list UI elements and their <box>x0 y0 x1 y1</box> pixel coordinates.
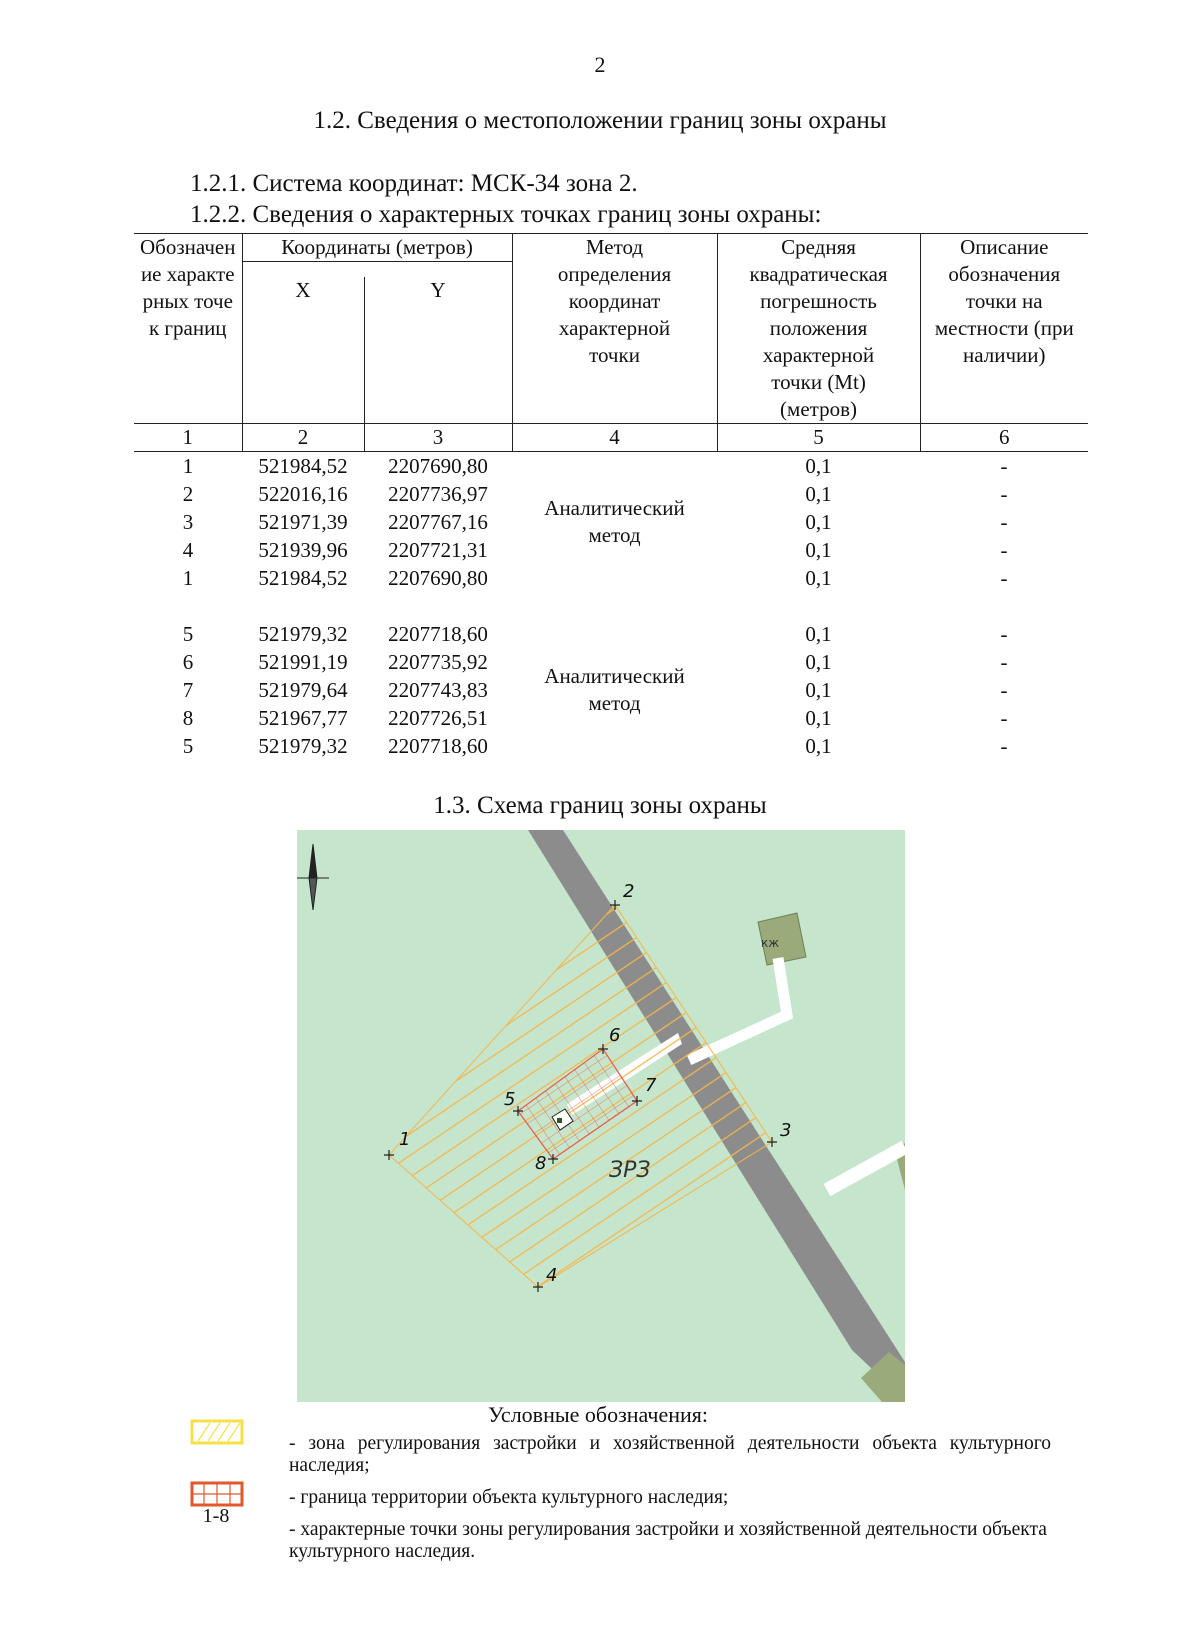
point-number: 4 <box>182 537 194 562</box>
description-value: - <box>1000 677 1008 702</box>
building-label: кж <box>761 936 780 950</box>
border-legend-swatch <box>190 1481 244 1507</box>
error-value: 0,1 <box>805 649 832 674</box>
description-value: - <box>1000 509 1008 534</box>
coord-y: 2207767,16 <box>388 509 488 534</box>
legend-points-label: 1-8 <box>202 1505 230 1527</box>
coord-x: 522016,16 <box>258 481 348 506</box>
error-value: 0,1 <box>805 677 832 702</box>
legend-zone-text: - зона регулирования застройки и хозяйственной деятельности объекта культурного наследия; <box>289 1433 1051 1476</box>
point-label: 3 <box>780 1120 792 1141</box>
coord-x: 521971,39 <box>258 509 348 534</box>
method-cell: Аналитический метод <box>544 496 685 547</box>
point-label: 2 <box>623 881 635 902</box>
method-cell: Аналитический метод <box>544 664 685 715</box>
description-value: - <box>1000 705 1008 730</box>
coord-x: 521984,52 <box>258 453 348 478</box>
points-heading: 1.2.2. Сведения о характерных точках границ зоны охраны: <box>190 201 822 228</box>
column-number: 4 <box>512 424 717 452</box>
header-y: Y <box>364 277 512 424</box>
legend-border-text: - граница территории объекта культурного наследия; <box>289 1487 729 1508</box>
point-number: 6 <box>182 649 194 674</box>
error-value: 0,1 <box>805 565 832 590</box>
coord-y: 2207718,60 <box>388 621 488 646</box>
column-number: 3 <box>364 424 512 452</box>
point-number: 1 <box>182 453 194 478</box>
coord-y: 2207743,83 <box>388 677 488 702</box>
point-label: 4 <box>546 1265 558 1286</box>
column-number: 2 <box>242 424 364 452</box>
point-number: 1 <box>182 565 194 590</box>
monument-marker <box>557 1118 562 1123</box>
description-value: - <box>1000 537 1008 562</box>
coord-x: 521991,19 <box>258 649 348 674</box>
point-label: 6 <box>609 1025 621 1046</box>
coord-y: 2207735,92 <box>388 649 488 674</box>
error-value: 0,1 <box>805 733 832 758</box>
description-value: - <box>1000 733 1008 758</box>
header-method: Метод определения координат характерной точки <box>512 234 717 424</box>
error-value: 0,1 <box>805 705 832 730</box>
error-value: 0,1 <box>805 621 832 646</box>
column-number: 5 <box>717 424 920 452</box>
coord-x: 521979,32 <box>258 733 348 758</box>
description-value: - <box>1000 481 1008 506</box>
coord-y: 2207726,51 <box>388 705 488 730</box>
point-number: 7 <box>182 677 194 702</box>
error-value: 0,1 <box>805 537 832 562</box>
coord-y: 2207690,80 <box>388 565 488 590</box>
zone-boundary-map <box>297 830 905 1402</box>
point-number: 8 <box>182 705 194 730</box>
zone-legend-swatch <box>190 1419 244 1445</box>
coord-y: 2207718,60 <box>388 733 488 758</box>
point-number: 3 <box>182 509 194 534</box>
header-x: X <box>242 277 364 424</box>
legend-points-text: - характерные точки зоны регулирования застройки и хозяйственной деятельности объекта культурного наследия. <box>289 1519 1047 1562</box>
coord-system-line: 1.2.1. Система координат: МСК-34 зона 2. <box>190 170 638 197</box>
point-number: 2 <box>182 481 194 506</box>
point-label: 1 <box>399 1129 411 1150</box>
coord-y: 2207721,31 <box>388 537 488 562</box>
table-row <box>134 620 1088 648</box>
error-value: 0,1 <box>805 509 832 534</box>
table-row <box>134 452 1088 481</box>
coord-x: 521984,52 <box>258 565 348 590</box>
header-designation: Обозначение характерных точек границ <box>134 234 242 424</box>
coord-x: 521967,77 <box>258 705 348 730</box>
point-number: 5 <box>182 733 194 758</box>
coord-y: 2207736,97 <box>388 481 488 506</box>
coord-x: 521979,32 <box>258 621 348 646</box>
description-value: - <box>1000 621 1008 646</box>
scheme-title: 1.3. Схема границ зоны охраны <box>433 792 767 819</box>
coord-x: 521939,96 <box>258 537 348 562</box>
point-label: 8 <box>535 1153 547 1174</box>
point-label: 7 <box>645 1075 657 1096</box>
description-value: - <box>1000 453 1008 478</box>
header-coordinates: Координаты (метров) <box>243 234 512 262</box>
header-description: Описание обозначения точки на местности (при наличии) <box>920 234 1088 424</box>
error-value: 0,1 <box>805 481 832 506</box>
coord-x: 521979,64 <box>258 677 348 702</box>
column-number: 6 <box>920 424 1088 452</box>
section-title: 1.2. Сведения о местоположении границ зоны охраны <box>313 107 887 134</box>
header-error: Средняя квадратическая погрешность положения характерной точки (Mt) (метров) <box>717 234 920 424</box>
legend-title: Условные обозначения: <box>488 1402 709 1427</box>
zone-label: ЗРЗ <box>609 1158 651 1183</box>
point-number: 5 <box>182 621 194 646</box>
description-value: - <box>1000 565 1008 590</box>
description-value: - <box>1000 649 1008 674</box>
coordinates-table <box>134 233 1088 760</box>
error-value: 0,1 <box>805 453 832 478</box>
coord-y: 2207690,80 <box>388 453 488 478</box>
point-label: 5 <box>504 1089 516 1110</box>
column-number: 1 <box>134 424 242 452</box>
page-number: 2 <box>594 52 606 77</box>
